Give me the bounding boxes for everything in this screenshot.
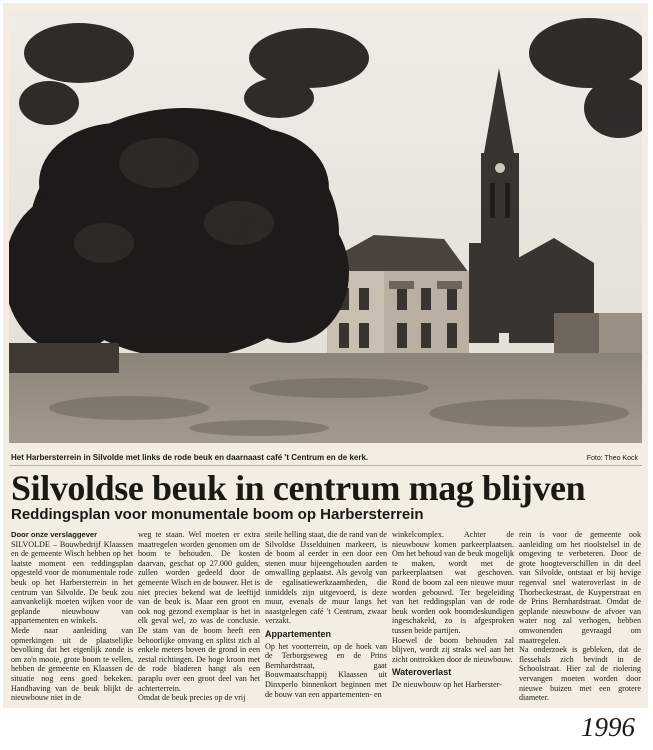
article-column-1	[11, 530, 133, 708]
article-paragraph: winkelcomplex. Achter de nieuwbouw komen parkeerplaatsen. Om het behoud van de beuk mogelijk te maken, wordt met de parkeerplaatsen wat geschoven. Rond de boom zal een nieuwe muur worden gebouwd. Ter begeleiding van het reddingsplan van de rode beuk worden ook boomdeskundigen ingeschakeld, zo is afgesproken tussen beide partijen.	[392, 530, 514, 635]
article-paragraph: steile helling staat, die de rand van de Silvoldse IJsselduinen markeert, is de boom al eerder in een door een stenen muur bijeengehouden aarden omwalling geplaatst. Als gevolg van de egalisatiewerkzaamheden, die inmiddels zijn uitgevoerd, is deze muur, evenals de muur langs het naastgelegen café 't Centrum, zwaar verzakt.	[265, 530, 387, 626]
article-column-2	[138, 530, 260, 708]
church-clock	[495, 163, 505, 173]
photo-credit: Foto: Theo Kock	[586, 455, 638, 462]
article-paragraph: Omdat de beuk precies op de vrij	[138, 693, 246, 703]
article-column-5	[519, 530, 641, 708]
newspaper-clipping	[3, 3, 648, 708]
article-photo	[9, 13, 642, 443]
divider	[9, 465, 642, 466]
article-column-3	[265, 530, 387, 708]
intertitle: Wateroverlast	[392, 667, 452, 678]
article-paragraph: Op het voorterrein, op de hoek van de Terborgseweg en de Prins Bernhardstraat, gaat Bouwmaatschappij Klaassen uit Dinxperlo binnenkort beginnen met de bouw van een appartementen- en	[265, 641, 387, 699]
article-column-4	[392, 530, 514, 708]
article-paragraph: Na onderzoek is gebleken, dat de flessehals zich bevindt in de Schoolstraat. Hier zal de riolering vervangen moeten worden door nieuwe buizen met een grotere diameter.	[519, 645, 641, 703]
subheadline: Reddingsplan voor monumentale boom op Harbersterrein	[11, 506, 424, 523]
intertitle: Appartementen	[265, 628, 332, 639]
article-paragraph: De nieuwbouw op het Harberster-	[392, 679, 502, 689]
article-paragraph: Mede naar aanleiding van opmerkingen uit de plaatselijke bevolking dat het eigenlijk zonde is om zo'n mooie, grote boom te vellen, hebben de gemeente en Klaassen de situatie nog eens goed bekeken. Handhaving van de beuk blijkt de nieuwbouw niet in de	[11, 625, 133, 703]
article-paragraph: SILVOLDE – Bouwbedrijf Klaassen en de gemeente Wisch hebben op het laatste moment een reddingsplan opgesteld voor de monumentale rode beuk op het Harbersterrein in het centrum van Silvolde. De beuk zou aanvankelijk moeten wijken voor de geplande nieuwbouw van appartementen en winkels.	[11, 539, 133, 626]
handwritten-year: 1996	[581, 712, 635, 742]
photo-illustration	[9, 13, 642, 443]
photo-caption: Het Harbersterrein in Silvolde met links de rode beuk en daarnaast café 't Centrum en de kerk.	[11, 453, 369, 462]
byline: Door onze verslaggever	[11, 530, 98, 539]
headline: Silvoldse beuk in centrum mag blijven	[11, 468, 586, 508]
article-paragraph: rein is voor de gemeente ook aanleiding om het rioolstelsel in de omgeving te verbeteren. Door de grote hoogteverschillen in dit deel van Silvolde, ontstaat er bij hevige regenval snel wateroverlast in de Thorbeckestraat, de Kuyperstraat en de Prins Bernhardstraat. Omdat de geplande nieuwbouw de afvoer van water nog zal verhogen, hebben omwonenden gevraagd om maatregelen.	[519, 530, 641, 645]
article-paragraph: Hoewel de boom behouden zal blijven, wordt zij straks wel aan het zicht onttrokken door de nieuwbouw.	[392, 635, 514, 664]
article-paragraph: weg te staan. Wel moeten er extra maatregelen worden genomen om de boom te behouden. De kosten daarvan, geschat op 27.000 gulden, zullen worden gedeeld door de gemeente Wisch en de bouwer. Het is niet precies bekend wat de leeftijd van de beuk is. Maar een groot en ook nog gezond exemplaar is het in elk geval wel, zo was de conclusie. De stam van de boom heeft een behoorlijke omvang en splitst zich al enkele meters boven de grond in een zestal richtingen. De hoge kroon met de rode bladeren hangt als een paraplu over een groot deel van het achterterrein.	[138, 530, 260, 693]
